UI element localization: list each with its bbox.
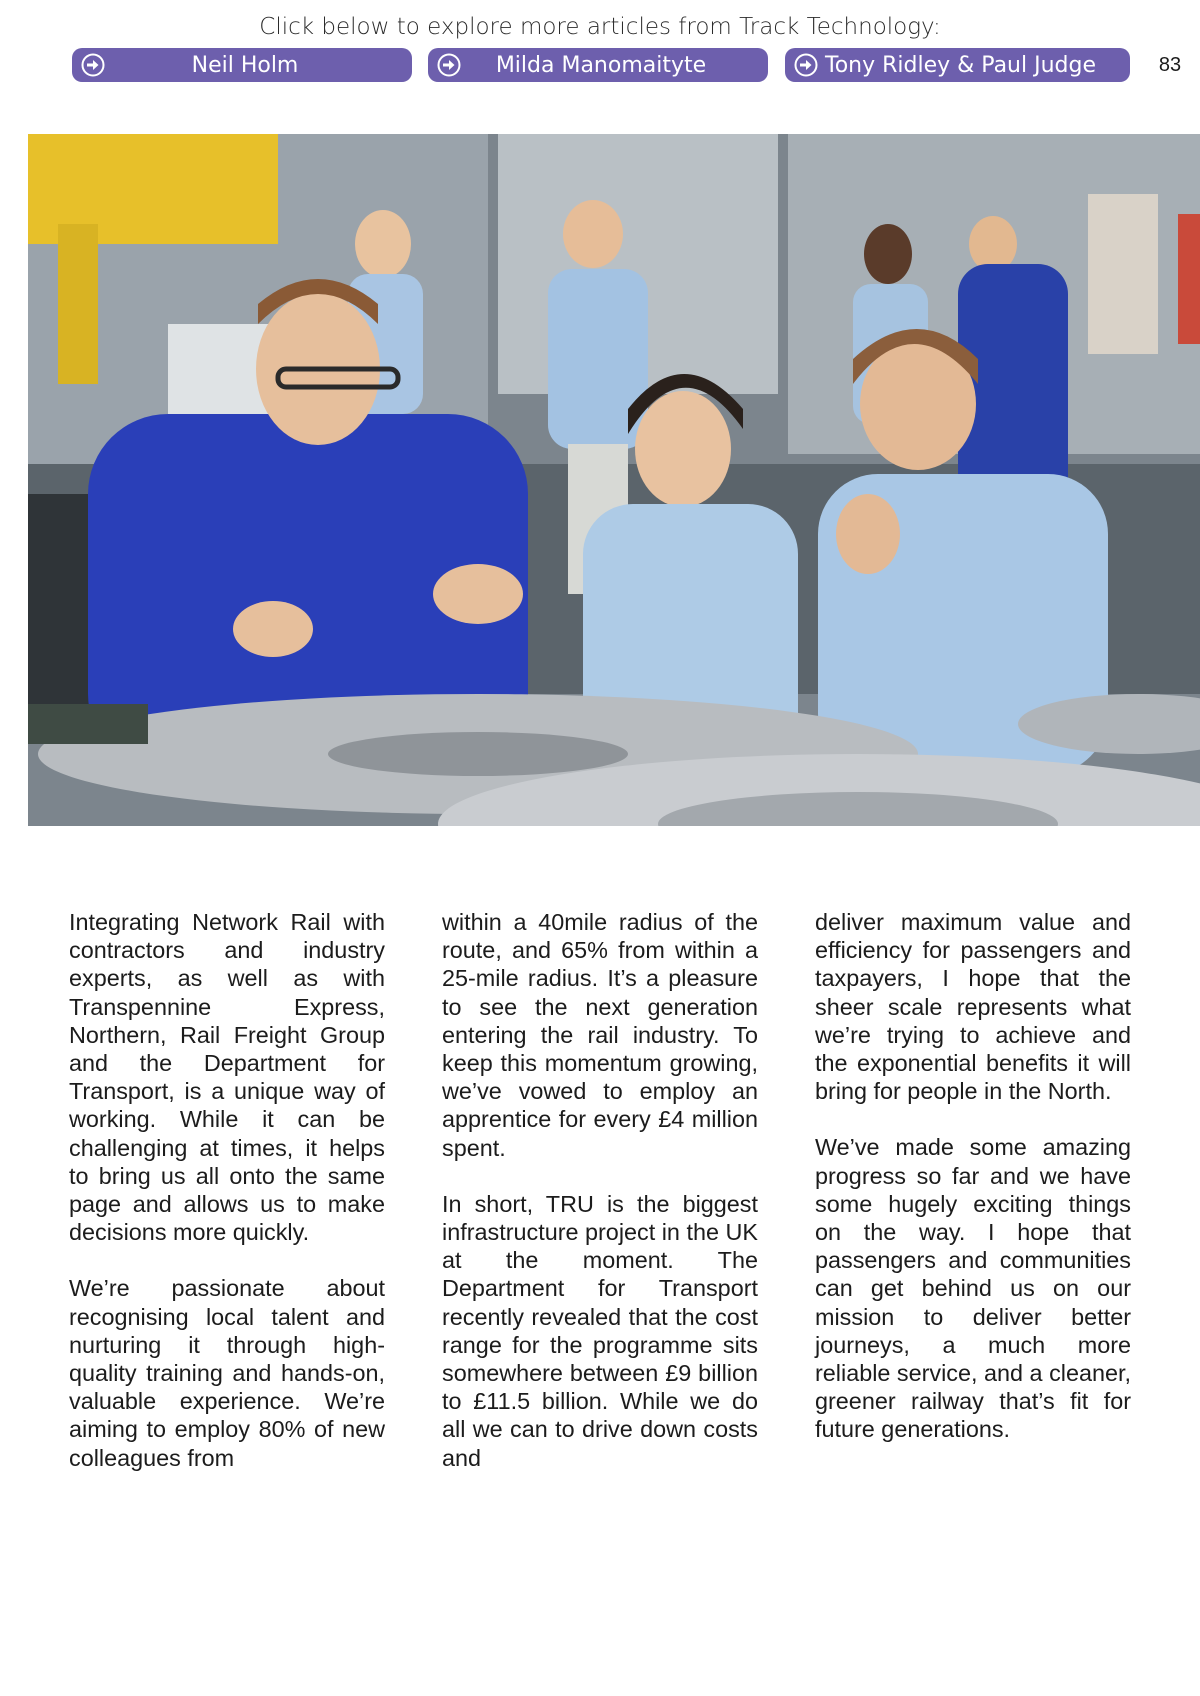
article-link-label: Neil Holm [191,52,299,78]
paragraph: We’re passionate about recognising local talent and nurturing it through high-quality training and hands-on, valuable experience. We’re aiming to employ 80% of new colleagues from [69,1275,385,1471]
arrow-right-circle-icon [80,52,106,78]
article-column-1 [69,908,385,1500]
paragraph: We’ve made some amazing progress so far and we have some hugely exciting things on the way. I hope that passengers and communities can get behind us on our mission to deliver better journeys, a much more reliable service, and a cleaner, greener railway that’s fit for future generations. [815,1134,1131,1443]
nav-caption: Click below to explore more articles from Track Technology: [259,14,941,40]
arrow-right-circle-icon [436,52,462,78]
paragraph: In short, TRU is the biggest infrastructure project in the UK at the moment. The Department for Transport recently revealed that the cost range for the programme sits somewhere between £9 billion to £11.5 billion. While we do all we can to drive down costs and [442,1190,758,1471]
hero-photo-workshop-training [28,134,1200,826]
article-link-tony-ridley-paul-judge[interactable] [785,48,1130,82]
article-column-3 [815,908,1131,1472]
paragraph: Integrating Network Rail with contractors and industry experts, as well as with Transpennine Express, Northern, Rail Freight Group and the Department for Transport, is a unique way of working. While it can be challenging at times, it helps to bring us all onto the same page and allows us to make decisions more quickly. [69,909,385,1246]
paragraph: deliver maximum value and efficiency for passengers and taxpayers, I hope that the sheer scale represents what we’re trying to achieve and the exponential benefits it will bring for people in the North. [815,909,1131,1105]
article-link-neil-holm[interactable] [72,48,412,82]
article-link-label: Tony Ridley & Paul Judge [825,52,1096,78]
arrow-right-circle-icon [793,52,819,78]
article-column-2 [442,908,758,1500]
page-number: 83 [1158,54,1182,76]
paragraph: within a 40mile radius of the route, and 65% from within a 25-mile radius. It’s a pleasure to see the next generation entering the rail industry. To keep this momentum growing, we’ve vowed to employ an apprentice for every £4 million spent. [442,909,758,1161]
article-link-label: Milda Manomaityte [495,52,707,78]
article-link-milda-manomaityte[interactable] [428,48,768,82]
